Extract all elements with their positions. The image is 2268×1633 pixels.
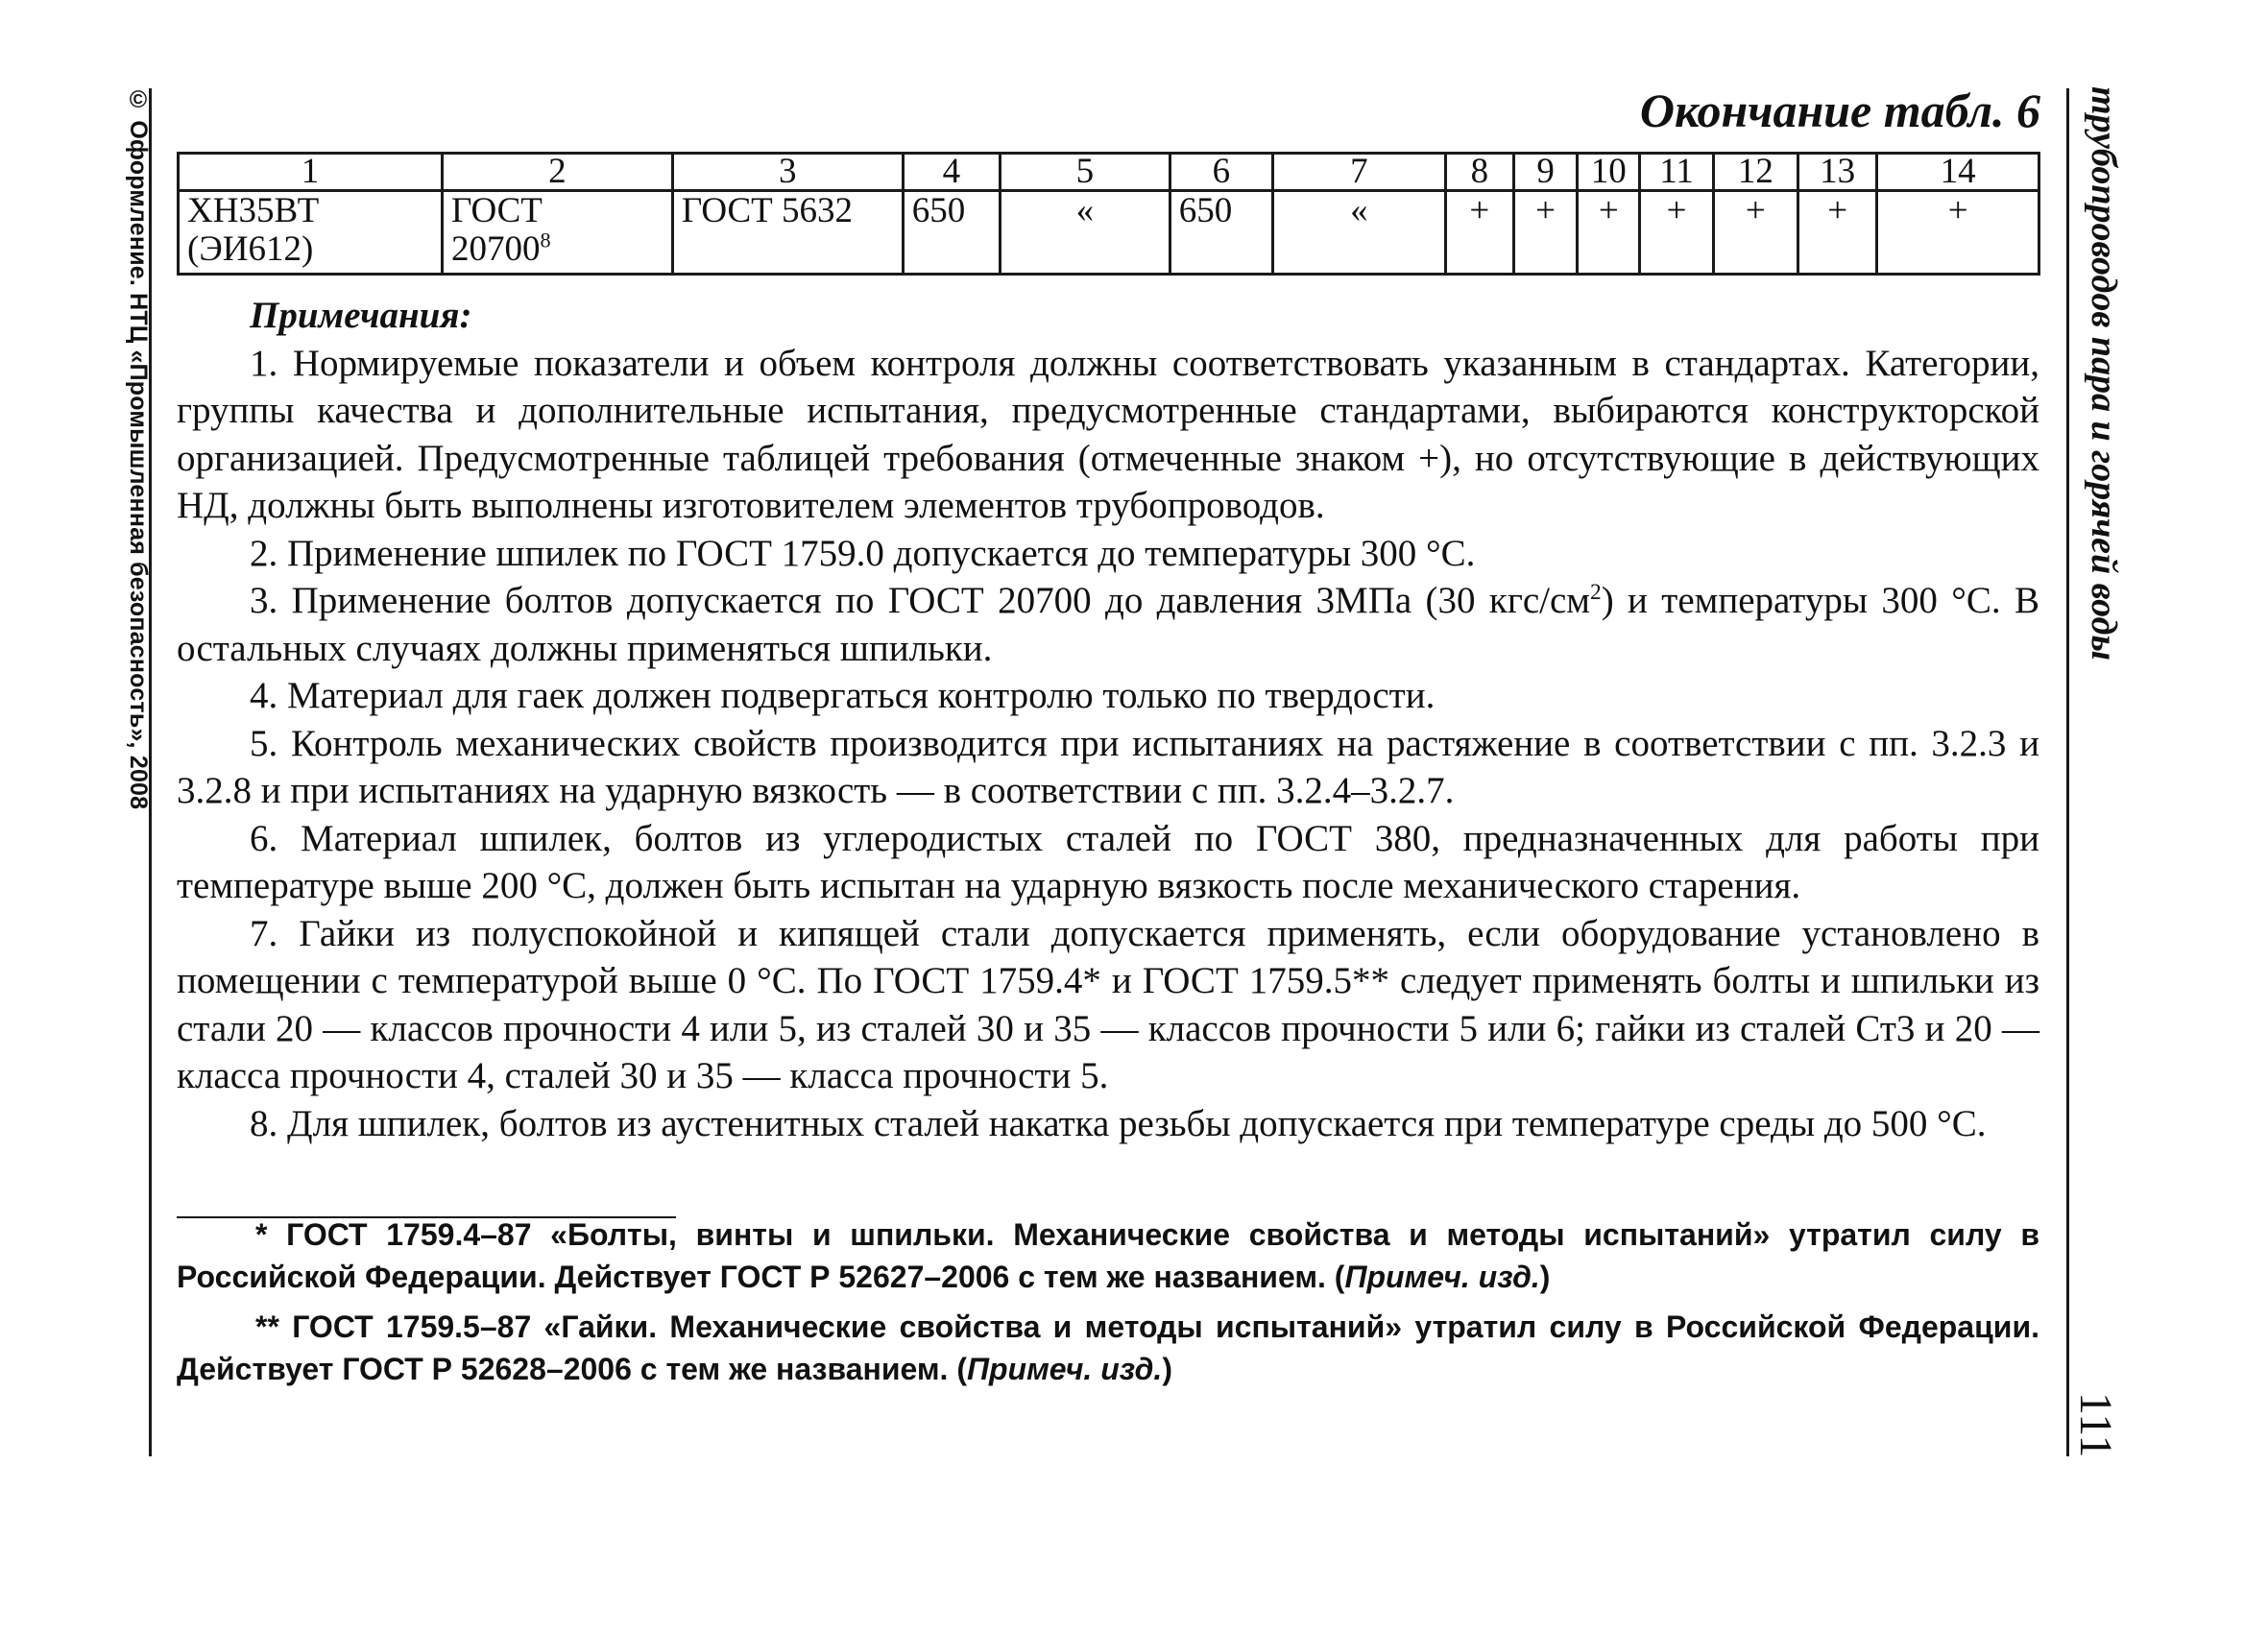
header-cell: 11	[1640, 154, 1713, 191]
header-cell: 3	[672, 154, 903, 191]
check-cell: +	[1713, 191, 1798, 275]
check-cell: +	[1578, 191, 1640, 275]
temperature-cell: 650	[903, 191, 1000, 275]
header-cell: 6	[1170, 154, 1272, 191]
ditto-cell: «	[1273, 191, 1446, 275]
right-margin-rule	[2066, 88, 2069, 1456]
check-cell: +	[1513, 191, 1577, 275]
steel-grade: ХН35ВТ	[187, 191, 320, 230]
note-2: 2. Применение шпилек по ГОСТ 1759.0 допускается до температуры 300 °С.	[250, 532, 1476, 574]
header-cell: 10	[1578, 154, 1640, 191]
notes-title: Примечания:	[250, 295, 472, 336]
header-cell: 13	[1798, 154, 1877, 191]
note-7: 7. Гайки из полуспокойной и кипящей стали допускается применять, если оборудование установлено в помещении с температурой выше 0 °С. По ГОСТ 1759.4* и ГОСТ 1759.5** следует применять болты и шпильки из стали 20 — классов прочности 4 или 5, из сталей 30 и 35 — классов прочности 5 или 6; гайки из сталей Ст3 и 20 — класса прочности 4, сталей 30 и 35 — класса прочности 5.	[177, 912, 2039, 1096]
table-header-row	[179, 154, 2039, 191]
copyright-margin-text: © Оформление. НТЦ «Промышленная безопасность», 2008	[125, 86, 152, 810]
header-cell: 7	[1273, 154, 1446, 191]
note-3: 3. Применение болтов допускается по ГОСТ 20700 до давления 3МПа (30 кгс/$см^2$) и температуры 300 °С. В остальных случаях должны применяться шпильки.	[177, 580, 2039, 669]
notes-section	[177, 292, 2039, 1147]
standard-number: 20700$^8$	[450, 228, 551, 269]
footnote-1: * ГОСТ 1759.4–87 «Болты, винты и шпильки. Механические свойства и методы испытаний» утратил силу в Российской Федерации. Действует ГОСТ Р 52627–2006 с тем же названием. (Примеч. изд.)	[177, 1217, 2039, 1294]
check-cell: +	[1798, 191, 1877, 275]
superscript: 2	[1590, 580, 1602, 605]
check-cell: +	[1445, 191, 1513, 275]
header-cell: 5	[1001, 154, 1170, 191]
steel-grade-alt: (ЭИ612)	[187, 229, 314, 269]
materials-table	[177, 152, 2040, 276]
check-cell: +	[1640, 191, 1713, 275]
note-8: 8. Для шпилек, болтов из аустенитных сталей накатка резьбы допускается при температуре среды до 500 °С.	[250, 1102, 1987, 1144]
footnote-2: ** ГОСТ 1759.5–87 «Гайки. Механические свойства и методы испытаний» утратил силу в Российской Федерации. Действует ГОСТ Р 52628–2006 с тем же названием. (Примеч. изд.)	[177, 1309, 2039, 1386]
table-caption: Окончание табл. 6	[1639, 84, 2040, 137]
standard-label: ГОСТ	[450, 191, 543, 230]
material-standard-cell: ГОСТ 5632	[672, 191, 903, 275]
header-cell: 1	[179, 154, 443, 191]
check-cell: +	[1877, 191, 2039, 275]
steel-grade-cell	[179, 191, 443, 275]
footnotes-section	[177, 1213, 2039, 1398]
page-number: 111	[2070, 1392, 2121, 1458]
header-cell: 2	[442, 154, 672, 191]
footnote-mark: 8	[540, 228, 551, 252]
note-6: 6. Материал шпилек, болтов из углеродистых сталей по ГОСТ 380, предназначенных для работы при температуре выше 200 °С, должен быть испытан на ударную вязкость после механического старения.	[177, 817, 2039, 906]
note-4: 4. Материал для гаек должен подвергаться контролю только по твердости.	[250, 675, 1436, 716]
header-cell: 4	[903, 154, 1000, 191]
note-5: 5. Контроль механических свойств производится при испытаниях на растяжение в соответствии с пп. 3.2.3 и 3.2.8 и при испытаниях на ударную вязкость — в соответствии с пп. 3.2.4–3.2.7.	[177, 722, 2039, 811]
table-row	[179, 191, 2039, 275]
header-cell: 12	[1713, 154, 1798, 191]
header-cell: 8	[1445, 154, 1513, 191]
temperature-cell: 650	[1170, 191, 1272, 275]
note-1: 1. Нормируемые показатели и объем контроля должны соответствовать указанным в стандартах. Категории, группы качества и дополнительные испытания, предусмотренные стандартами, выбираются конструкторской организацией. Предусмотренные таблицей требования (отмеченные знаком +), но отсутствующие в действующих НД, должны быть выполнены изготовителем элементов трубопроводов.	[177, 342, 2039, 526]
header-cell: 14	[1877, 154, 2039, 191]
running-title: трубопроводов пара и горячей воды	[2084, 86, 2124, 660]
standard-cell	[442, 191, 672, 275]
header-cell: 9	[1513, 154, 1577, 191]
ditto-cell: «	[1001, 191, 1170, 275]
